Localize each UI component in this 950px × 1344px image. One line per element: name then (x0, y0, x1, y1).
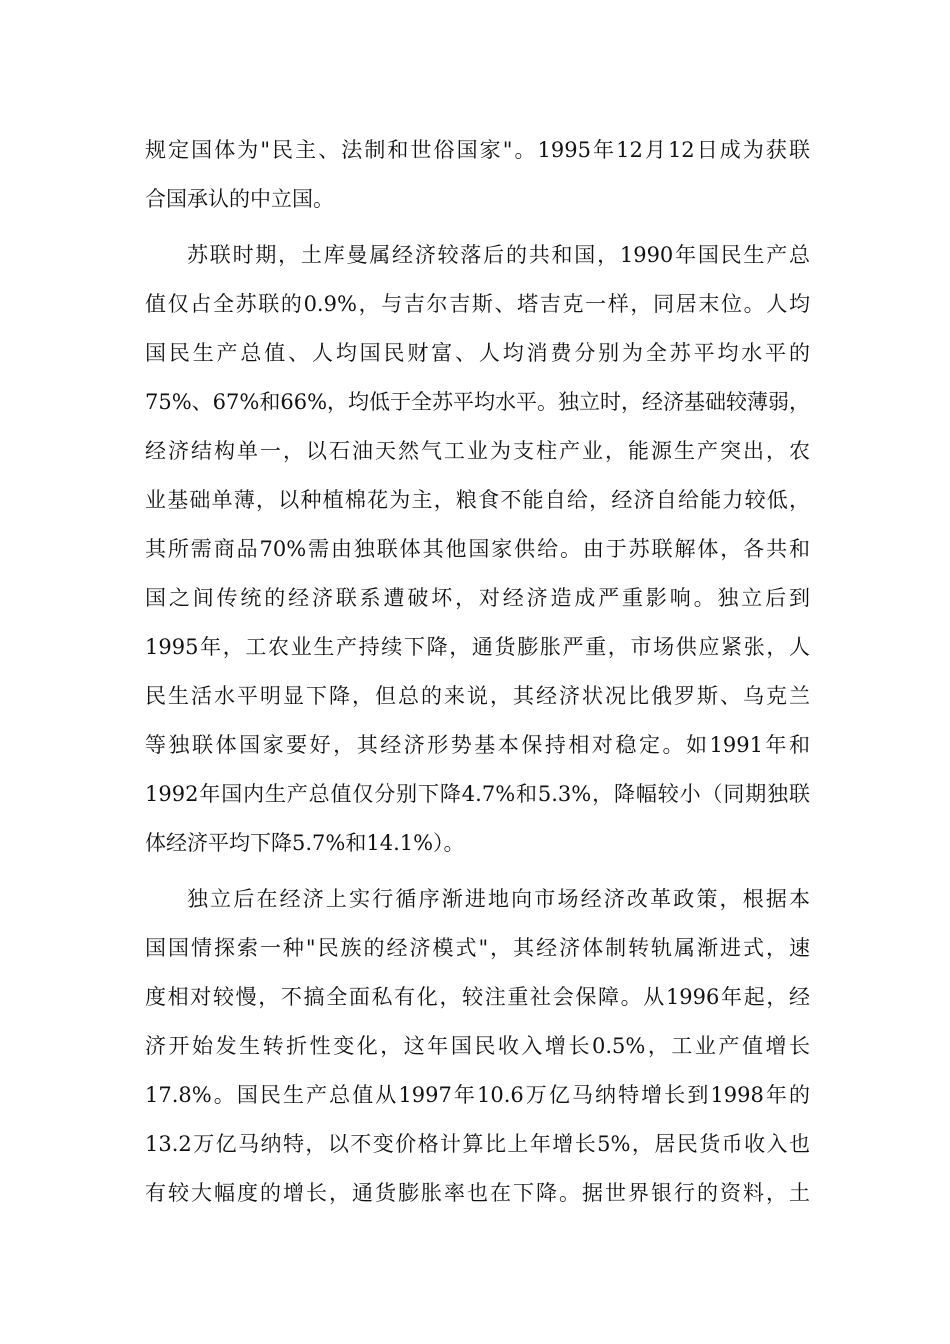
text-line: 等独联体国家要好，其经济形势基本保持相对稳定。如1991年和 (145, 733, 810, 757)
text-line: 国国情探索一种"民族的经济模式"，其经济体制转轨属渐进式，速 (145, 936, 810, 960)
text-line: 1992年国内生产总值仅分别下降4.7%和5.3%，降幅较小（同期独联 (145, 782, 810, 806)
text-line: 国民生产总值、人均国民财富、人均消费分别为全苏平均水平的 (145, 341, 810, 365)
text-line: 合国承认的中立国。 (145, 187, 334, 211)
paragraph-3 (145, 875, 810, 1218)
text-line: 国之间传统的经济联系遭破坏，对经济造成严重影响。独立后到 (145, 586, 810, 610)
text-line: 规定国体为"民主、法制和世俗国家"。1995年12月12日成为获联 (145, 138, 810, 162)
text-line: 济开始发生转折性变化，这年国民收入增长0.5%，工业产值增长 (145, 1034, 810, 1058)
text-line: 体经济平均下降5.7%和14.1%）。 (145, 831, 465, 855)
text-line: 17.8%。国民生产总值从1997年10.6万亿马纳特增长到1998年的 (145, 1083, 810, 1107)
paragraph-2 (145, 231, 810, 868)
text-line: 业基础单薄，以种植棉花为主，粮食不能自给，经济自给能力较低， (145, 488, 810, 512)
document-body (145, 126, 810, 1218)
text-line: 值仅占全苏联的0.9%，与吉尔吉斯、塔吉克一样，同居末位。人均 (145, 292, 810, 316)
text-line: 度相对较慢，不搞全面私有化，较注重社会保障。从1996年起，经 (145, 985, 810, 1009)
paragraph-1 (145, 126, 810, 224)
text-line: 独立后在经济上实行循序渐进地向市场经济改革政策，根据本 (187, 887, 810, 911)
text-line: 有较大幅度的增长，通货膨胀率也在下降。据世界银行的资料，土 (145, 1181, 810, 1205)
text-line: 苏联时期，土库曼属经济较落后的共和国，1990年国民生产总 (187, 243, 810, 267)
text-line: 75%、67%和66%，均低于全苏平均水平。独立时，经济基础较薄弱， (145, 390, 811, 414)
text-line: 13.2万亿马纳特，以不变价格计算比上年增长5%，居民货币收入也 (145, 1132, 810, 1156)
text-line: 其所需商品70%需由独联体其他国家供给。由于苏联解体，各共和 (145, 537, 810, 561)
text-line: 经济结构单一，以石油天然气工业为支柱产业，能源生产突出，农 (145, 439, 810, 463)
text-line: 民生活水平明显下降，但总的来说，其经济状况比俄罗斯、乌克兰 (145, 684, 810, 708)
text-line: 1995年，工农业生产持续下降，通货膨胀严重，市场供应紧张，人 (145, 635, 810, 659)
